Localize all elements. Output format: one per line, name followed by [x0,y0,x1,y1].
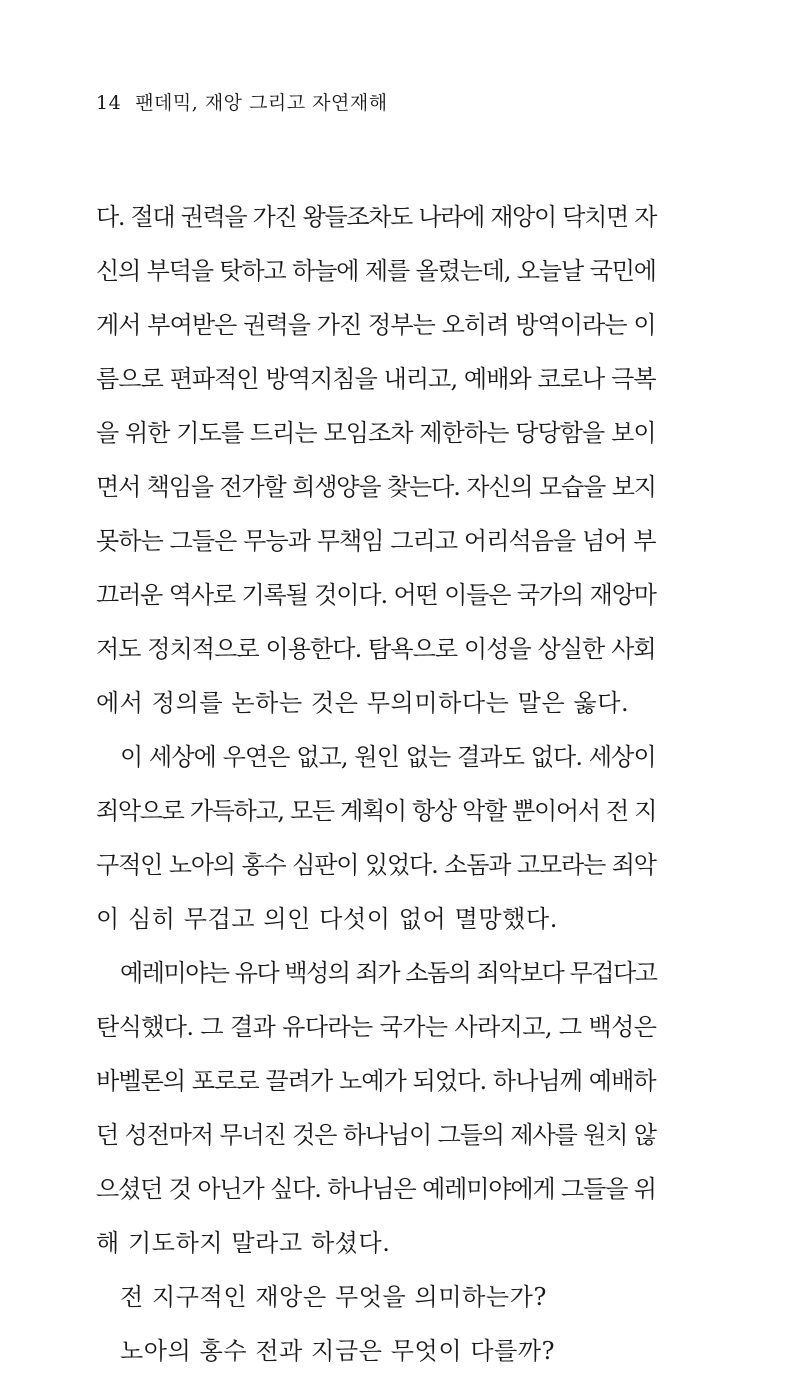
text-line: 게서 부여받은 권력을 가진 정부는 오히려 방역이라는 이 [96,311,656,339]
text-line: 을 위한 기도를 드리는 모임조차 제한하는 당당함을 보이 [96,419,656,447]
page-number: 14 [96,92,122,114]
text-line: 예레미야는 유다 백성의 죄가 소돔의 죄악보다 무겁다고 [120,959,657,987]
text-line: 이 심히 무겁고 의인 다섯이 없어 멸망했다. [96,905,558,933]
text-line: 름으로 편파적인 방역지침을 내리고, 예배와 코로나 극복 [96,365,656,393]
text-line: 전 지구적인 재앙은 무엇을 의미하는가? [120,1283,547,1311]
body-text [96,190,656,1378]
text-line: 저도 정치적으로 이용한다. 탐욕으로 이성을 상실한 사회 [96,635,656,663]
text-line: 다. 절대 권력을 가진 왕들조차도 나라에 재앙이 닥치면 자 [96,203,657,231]
running-title: 팬데믹, 재앙 그리고 자연재해 [135,92,388,114]
text-line: 탄식했다. 그 결과 유다라는 국가는 사라지고, 그 백성은 [96,1013,657,1041]
text-line: 바벨론의 포로로 끌려가 노예가 되었다. 하나님께 예배하 [96,1067,656,1095]
text-line: 으셨던 것 아닌가 싶다. 하나님은 예레미야에게 그들을 위 [96,1175,656,1203]
text-line: 던 성전마저 무너진 것은 하나님이 그들의 제사를 원치 않 [96,1121,656,1149]
text-line: 신의 부덕을 탓하고 하늘에 제를 올렸는데, 오늘날 국민에 [96,257,656,285]
text-line: 죄악으로 가득하고, 모든 계획이 항상 악할 뿐이어서 전 지 [96,797,657,825]
text-line: 끄러운 역사로 기록될 것이다. 어떤 이들은 국가의 재앙마 [96,581,656,609]
text-line: 구적인 노아의 홍수 심판이 있었다. 소돔과 고모라는 죄악 [96,851,656,879]
text-line: 이 세상에 우연은 없고, 원인 없는 결과도 없다. 세상이 [120,743,656,771]
text-line: 에서 정의를 논하는 것은 무의미하다는 말은 옳다. [96,689,630,717]
running-header [96,88,388,115]
text-line: 면서 책임을 전가할 희생양을 찾는다. 자신의 모습을 보지 [96,473,656,501]
text-line: 해 기도하지 말라고 하셨다. [96,1229,391,1257]
text-line: 못하는 그들은 무능과 무책임 그리고 어리석음을 넘어 부 [96,527,656,555]
text-line: 노아의 홍수 전과 지금은 무엇이 다를까? [120,1337,556,1365]
